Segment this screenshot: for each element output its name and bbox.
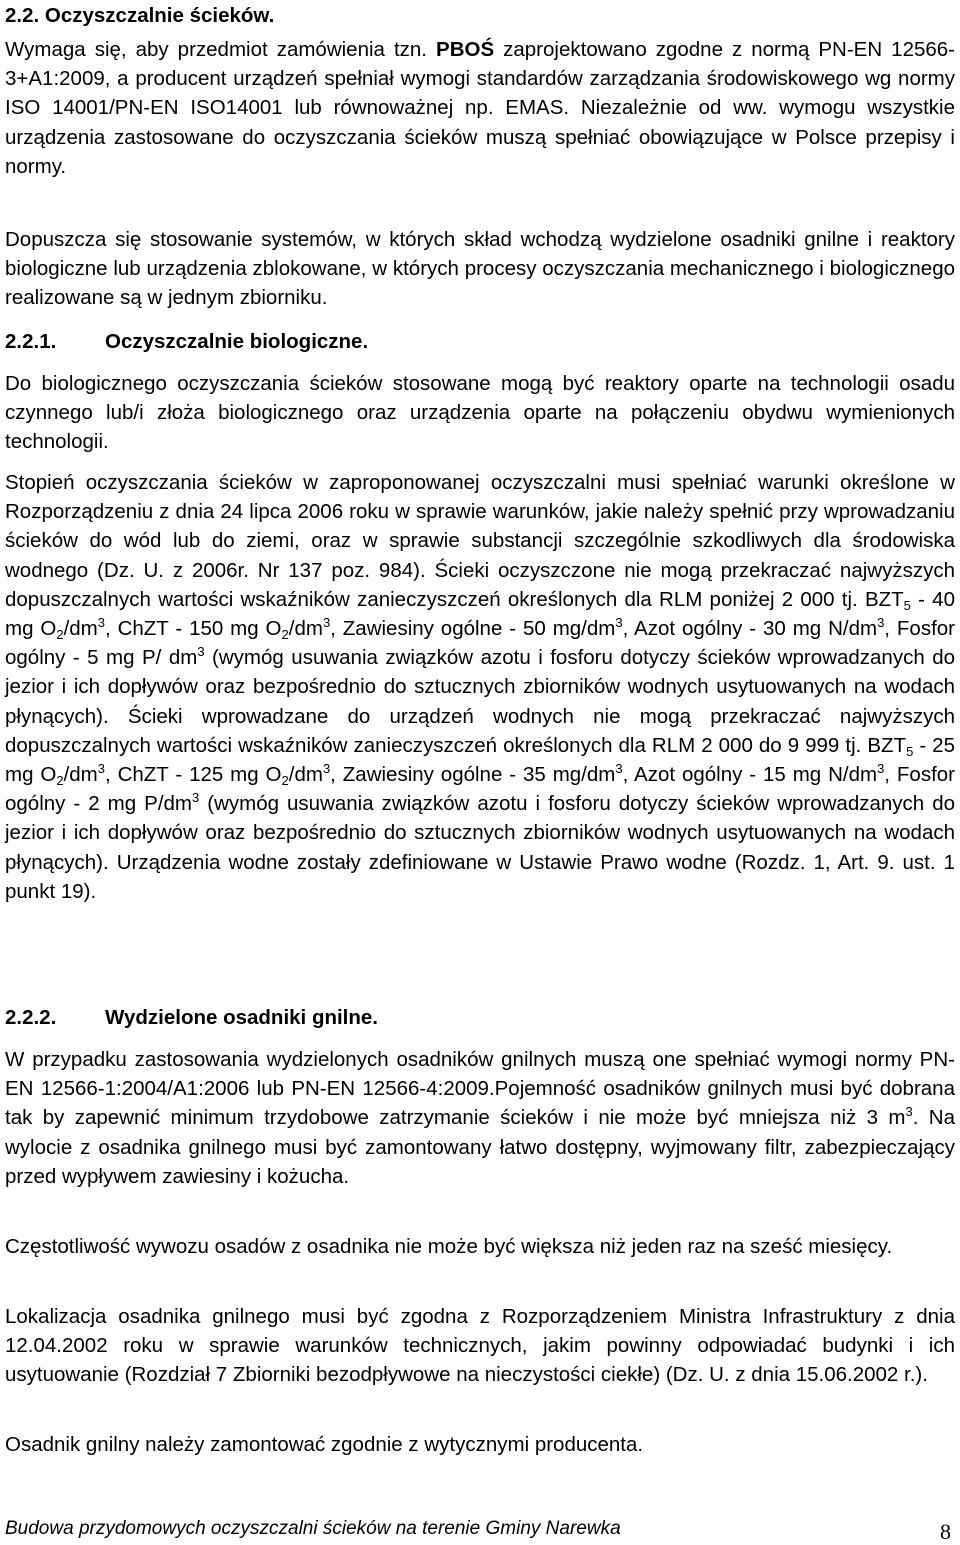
- paragraph-treatment-levels: [5, 468, 955, 906]
- subscript: 2: [56, 627, 64, 643]
- page-number: 8: [940, 1519, 951, 1544]
- text: , Zawiesiny ogólne - 35 mg/dm: [330, 763, 616, 787]
- subsection-title: Wydzielone osadniki gnilne.: [105, 1006, 378, 1029]
- text: Stopień oczyszczania ścieków w zaproponowanej oczyszczalni musi spełniać warunki określone w Rozporządzeniu z dnia 24 lipca 2006 roku w sprawie warunków, jakie należy spełnić przy wprowadzaniu ścieków do wód lub do ziemi, oraz w sprawie substancji szczególnie szkodliwych dla środowiska wodnego (Dz. U. z 2006r. Nr 137 poz. 984). Ścieki oczyszczone nie mogą przekraczać najwyższych dopuszczalnych wartości wskaźników zanieczyszczeń określonych dla RLM poniżej 2 000 tj. BZT: [5, 471, 955, 611]
- text: /dm: [63, 617, 98, 641]
- paragraph-biological: Do biologicznego oczyszczania ścieków stosowane mogą być reaktory oparte na technologii osadu czynnego lub/i złoża biologicznego oraz urządzenia oparte na połączeniu obydwu wymienionych technologii.: [5, 372, 955, 454]
- paragraph-frequency: Częstotliwość wywozu osadów z osadnika nie może być większa niż jeden raz na sześć miesięcy.: [5, 1235, 893, 1258]
- subsection-number: 2.2.1.: [5, 330, 57, 353]
- text: (wymóg usuwania związków azotu i fosforu dotyczy ścieków wprowadzanych do jezior i ich dopływów oraz bezpośrednio do sztucznych zbiorników wodnych usytuowanych na wodach płynących). Ścieki wprowadzane do urządzeń wodnych nie mogą przekraczać najwyższych dopuszczalnych wartości wskaźników zanieczyszczeń określonych dla RLM 2 000 do 9 999 tj. BZT: [5, 646, 955, 757]
- paragraph-requirements: [5, 35, 955, 181]
- superscript: 3: [615, 761, 623, 777]
- superscript: 3: [97, 761, 105, 777]
- text: Wymaga się, aby przedmiot zamówienia tzn.: [5, 38, 437, 61]
- subscript: 2: [56, 773, 64, 789]
- subscript: 2: [281, 627, 289, 643]
- superscript: 3: [192, 790, 200, 806]
- text: , Fosfor ogólny - 2 mg P/dm: [5, 763, 955, 816]
- paragraph-location: Lokalizacja osadnika gnilnego musi być zgodna z Rozporządzeniem Ministra Infrastruktury z dnia 12.04.2002 roku w sprawie warunków technicznych, jakim powinny odpowiadać budynki i ich usytuowanie (Rozdział 7 Zbiorniki bezodpływowe na nieczystości ciekłe) (Dz. U. z dnia 15.06.2002 r.).: [5, 1305, 955, 1387]
- text: , ChZT - 125 mg O: [104, 763, 282, 787]
- text: W przypadku zastosowania wydzielonych osadników gnilnych muszą one spełniać wymogi normy PN-EN 12566-1:2004/A1:2006 lub PN-EN 12566-4:2009.Pojemność osadników gnilnych musi być dobrana tak by zapewnić minimum trzydobowe zatrzymanie ścieków i nie może być mniejsza niż 3 m: [5, 1048, 955, 1130]
- text: /dm: [63, 763, 98, 787]
- text: . Na wylocie z osadnika gnilnego musi być zamontowany łatwo dostępny, wyjmowany filtr, zabezpieczający przed wypływem zawiesiny i kożucha.: [5, 1106, 955, 1188]
- text: (wymóg usuwania związków azotu i fosforu dotyczy ścieków wprowadzanych do jezior i ich dopływów oraz bezpośrednio do sztucznych zbiorników wodnych usytuowanych na wodach płynących). Urządzenia wodne zostały zdefiniowane w Ustawie Prawo wodne (Rozdz. 1, Art. 9. ust. 1 punkt 19).: [5, 792, 955, 903]
- paragraph-systems: Dopuszcza się stosowanie systemów, w których skład wchodzą wydzielone osadniki gnilne i reaktory biologiczne lub urządzenia zblokowane, w których procesy oczyszczania mechanicznego i biologicznego realizowane są w jednym zbiorniku.: [5, 228, 955, 310]
- subscript: 2: [281, 773, 289, 789]
- superscript: 3: [197, 644, 205, 660]
- text: - 25 mg O: [5, 733, 955, 787]
- text: /dm: [288, 617, 323, 641]
- paragraph-installation: Osadnik gnilny należy zamontować zgodnie z wytycznymi producenta.: [5, 1433, 644, 1456]
- superscript: 3: [877, 761, 885, 777]
- section-heading: 2.2. Oczyszczalnie ścieków.: [5, 4, 275, 27]
- subsection-title: Oczyszczalnie biologiczne.: [105, 330, 369, 353]
- text: , Zawiesiny ogólne - 50 mg/dm: [330, 617, 616, 641]
- superscript: 3: [877, 615, 885, 631]
- superscript: 3: [905, 1104, 913, 1120]
- subscript: 5: [903, 597, 911, 613]
- subsection-heading-biological: [5, 328, 368, 356]
- superscript: 3: [322, 615, 331, 631]
- text: , Fosfor ogólny - 5 mg P/ dm: [5, 617, 955, 670]
- text: zaprojektowano zgodne z normą PN-EN 12566-3+A1:2009, a producent urządzeń spełniał wymogi standardów zarządzania środowiskowego wg normy ISO 14001/PN-EN ISO14001 lub równoważnej np. EMAS. Niezależnie od ww. wymogu wszystkie urządzenia zastosowane do oczyszczania ścieków muszą spełniać obowiązujące w Polsce przepisy i normy.: [5, 38, 955, 178]
- text: , Azot ogólny - 15 mg N/dm: [622, 763, 878, 787]
- text: , Azot ogólny - 30 mg N/dm: [622, 617, 878, 641]
- footer-title: Budowa przydomowych oczyszczalni ścieków na terenie Gminy Narewka: [5, 1518, 621, 1539]
- superscript: 3: [97, 615, 105, 631]
- superscript: 3: [322, 761, 331, 777]
- pbos-acronym: PBOŚ: [436, 38, 495, 61]
- text: /dm: [288, 763, 323, 787]
- subsection-heading-septic: [5, 1004, 378, 1032]
- text: , ChZT - 150 mg O: [104, 617, 282, 641]
- subscript: 5: [906, 743, 914, 759]
- text: - 40 mg O: [5, 587, 955, 641]
- superscript: 3: [615, 615, 623, 631]
- subsection-number: 2.2.2.: [5, 1006, 57, 1029]
- page-footer: [5, 1515, 955, 1543]
- paragraph-septic-requirements: [5, 1045, 955, 1191]
